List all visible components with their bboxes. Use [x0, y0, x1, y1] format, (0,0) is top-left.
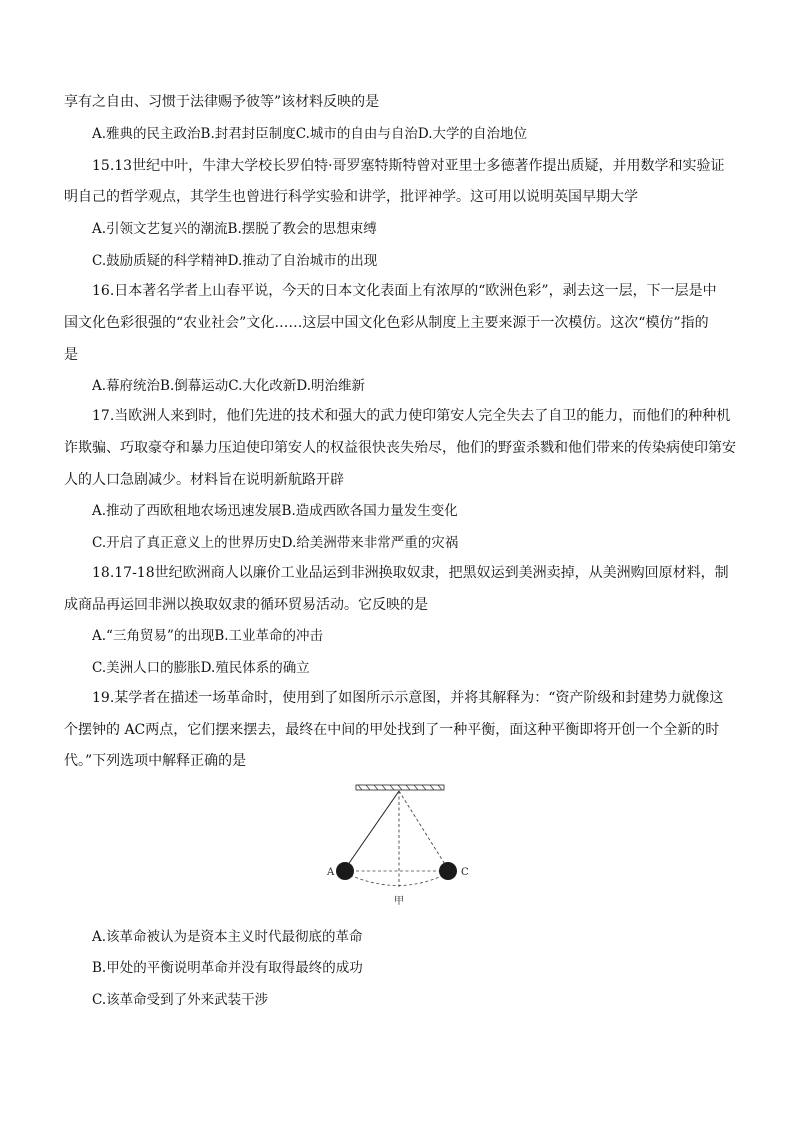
label-c: C [461, 867, 469, 878]
question-15-line: 15.13世纪中叶，牛津大学校长罗伯特·哥罗塞特斯特曾对亚里士多德著作提出质疑，并用数学和实验证 [92, 158, 725, 174]
pendulum-string-c [399, 791, 448, 869]
bob-a [336, 862, 354, 880]
question-19-line: 19.某学者在描述一场革命时，使用到了如图所示示意图，并将其解释为：“资产阶级和封建势力就像这 [92, 690, 724, 706]
options-line: B.甲处的平衡说明革命并没有取得最终的成功 [92, 960, 363, 976]
label-jia: 甲 [394, 896, 404, 907]
options-line: C.美洲人口的膨胀D.殖民体系的确立 [92, 660, 310, 676]
swing-arc [345, 873, 448, 886]
text-line: 成商品再运回非洲以换取奴隶的循环贸易活动。它反映的是 [64, 597, 428, 613]
ceiling-bar [356, 785, 444, 790]
text-line: 享有之自由、习惯于法律赐予彼等”该材料反映的是 [64, 94, 380, 110]
options-line: A.推动了西欧租地农场迅速发展B.造成西欧各国力量发生变化 [92, 503, 458, 519]
options-line: C.开启了真正意义上的世界历史D.给美洲带来非常严重的灾祸 [92, 535, 459, 551]
text-line: 代。”下列选项中解释正确的是 [64, 753, 247, 769]
text-line: 个摆钟的 AC两点，它们摆来摆去，最终在中间的甲处找到了一种平衡，面这种平衡即将开创一个全新的时 [64, 722, 720, 738]
text-line: 明自己的哲学观点，其学生也曾进行科学实验和讲学，批评神学。这可用以说明英国早期大学 [64, 189, 638, 205]
text-line: 人的人口急剧减少。材料旨在说明新航路开辟 [64, 472, 344, 488]
options-line: A.幕府统治B.倒幕运动C.大化改新D.明治维新 [92, 378, 366, 394]
options-line: A.雅典的民主政治B.封君封臣制度C.城市的自由与自治D.大学的自治地位 [92, 126, 528, 142]
question-17-line: 17.当欧洲人来到时，他们先进的技术和强大的武力使印第安人完全失去了自卫的能力，而他们的种种机 [92, 408, 731, 424]
pendulum-string-a [345, 791, 399, 869]
question-18-line: 18.17-18世纪欧洲商人以廉价工业品运到非洲换取奴隶，把黑奴运到美洲卖掉，从美洲购回原材料，制 [92, 565, 729, 581]
options-line: C.该革命受到了外来武装干涉 [92, 992, 269, 1008]
options-line: A.该革命被认为是资本主义时代最彻底的革命 [92, 929, 363, 945]
text-line: 国文化色彩很强的“农业社会”文化……这层中国文化色彩从制度上主要来源于一次模仿。这次“模仿”指的 [64, 315, 709, 331]
options-line: C.鼓励质疑的科学精神D.推动了自治城市的出现 [92, 253, 378, 269]
pendulum-diagram [320, 783, 480, 909]
options-line: A.引领文艺复兴的潮流B.摆脱了教会的思想束缚 [92, 221, 377, 237]
text-line: 诈欺骗、巧取豪夺和暴力压迫使印第安人的权益很快丧失殆尽，他们的野蛮杀戮和他们带来的传染病使印第安 [64, 440, 736, 456]
question-16-line: 16.日本著名学者上山春平说，今天的日本文化表面上有浓厚的“欧洲色彩”，剥去这一层，下一层是中 [92, 283, 717, 299]
bob-c [439, 862, 457, 880]
label-a: A [327, 867, 335, 878]
options-line: A.“三角贸易”的出现B.工业革命的冲击 [92, 628, 324, 644]
text-line: 是 [64, 347, 78, 363]
